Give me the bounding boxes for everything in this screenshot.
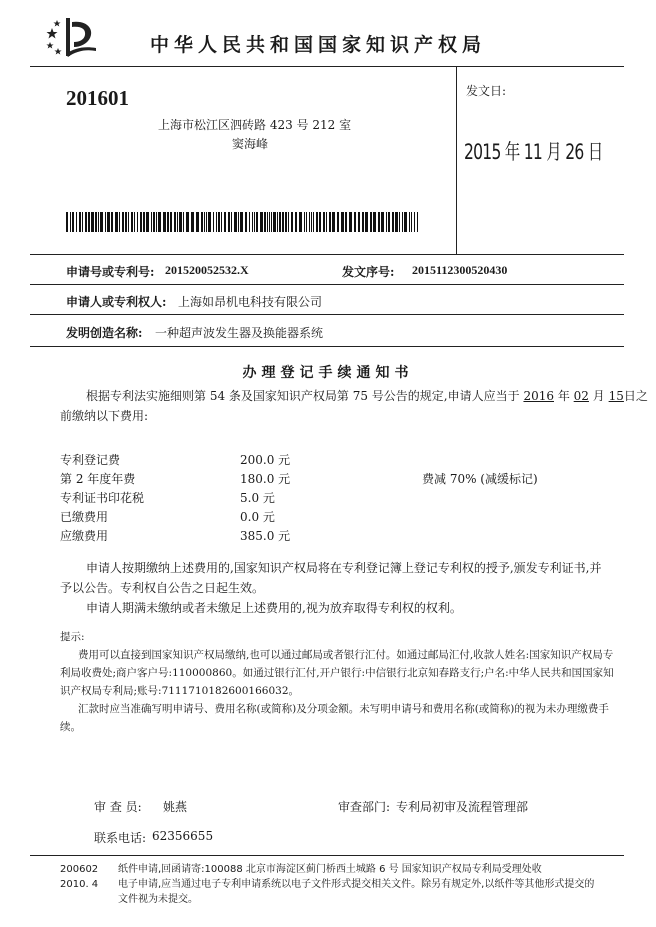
day-unit: 日之 (623, 389, 648, 403)
examiner-value: 姚燕 (163, 800, 188, 814)
year-unit: 年 (557, 389, 570, 403)
notice-title: 办理登记手续通知书 (242, 365, 414, 381)
intro-line-1 (86, 386, 648, 406)
fee-amount: 180.0 元 (240, 472, 291, 486)
intro-line-2: 前缴纳以下费用: (60, 409, 149, 423)
fee-amount: 385.0 元 (240, 529, 291, 543)
top-rule (30, 66, 624, 67)
fee-name: 已缴费用 (60, 510, 109, 524)
deadline-year: 2016 (523, 389, 554, 403)
department-label: 审查部门: (338, 800, 391, 814)
examiner-label: 审 查 员: (94, 800, 142, 814)
department-value: 专利局初审及流程管理部 (396, 800, 529, 814)
deadline-month: 02 (573, 389, 589, 403)
fee-amount: 5.0 元 (240, 491, 275, 505)
barcode (66, 212, 422, 232)
footer-rule (30, 855, 624, 856)
fee-name: 专利证书印花税 (60, 491, 145, 505)
tips-line: 识产权局专利局;账号:7111710182600166032。 (60, 685, 300, 697)
intro-text: 根据专利法实施细则第 54 条及国家知识产权局第 75 号公告的规定,申请人应当于 (86, 389, 520, 403)
agency-title: 中华人民共和国国家知识产权局 (150, 34, 487, 56)
cnipa-emblem (44, 14, 100, 60)
body-paragraph-1-line-1: 申请人按期缴纳上述费用的,国家知识产权局将在专利登记簿上登记专利权的授予,颁发专利证书,并 (86, 561, 602, 575)
serial-value: 2015112300520430 (412, 263, 508, 277)
tips-line: 费用可以直接到国家知识产权局缴纳,也可以通过邮局或者银行汇付。如通过邮局汇付,收款人姓名:国家知识产权局专 (78, 649, 614, 661)
month-unit: 月 (592, 389, 605, 403)
postal-code: 201601 (66, 86, 129, 110)
invention-label: 发明创造名称: (66, 326, 143, 340)
body-paragraph-2: 申请人期满未缴纳或者未缴足上述费用的,视为放弃取得专利权的权利。 (86, 601, 462, 615)
appno-row-rule (30, 284, 624, 285)
recipient-address: 上海市松江区泗砖路 423 号 212 室 (158, 118, 352, 132)
footer-line: 纸件申请,回函请寄:100088 北京市海淀区蓟门桥西土城路 6 号 国家知识产权局专利局受理处收 (118, 864, 542, 875)
fee-name: 专利登记费 (60, 453, 121, 467)
invention-value: 一种超声波发生器及换能器系统 (155, 326, 324, 340)
fee-name: 第 2 年度年费 (60, 472, 136, 486)
invention-row-rule (30, 346, 624, 347)
footer-line: 电子申请,应当通过电子专利申请系统以电子文件形式提交相关文件。除另有规定外,以纸件等其他形式提交的 (118, 879, 595, 890)
tips-line: 汇款时应当准确写明申请号、费用名称(或简称)及分项金额。未写明申请号和费用名称(或简称)的视为未办理缴费手 (78, 703, 609, 715)
tips-line: 利局收费处;商户客户号:110000860。如通过银行汇付,开户银行:中信银行北京知春路支行;户名:中华人民共和国国家知 (60, 667, 614, 679)
body-paragraph-1-line-2: 予以公告。专利权自公告之日起生效。 (60, 581, 265, 595)
form-date: 2010. 4 (60, 879, 99, 890)
footer-line: 文件视为未提交。 (118, 894, 198, 905)
app-no-label: 申请号或专利号: (66, 265, 155, 279)
fee-amount: 0.0 元 (240, 510, 275, 524)
fee-name: 应缴费用 (60, 529, 109, 543)
tips-title: 提示: (60, 631, 85, 643)
serial-label: 发文序号: (342, 265, 395, 279)
fee-reduction-note: 费减 70% (减缓标记) (422, 472, 538, 486)
date-column-divider (456, 66, 457, 254)
form-number: 200602 (60, 864, 99, 875)
tips-line: 续。 (60, 721, 81, 733)
applicant-value: 上海如昂机电科技有限公司 (178, 295, 323, 309)
fee-amount: 200.0 元 (240, 453, 291, 467)
applicant-label: 申请人或专利权人: (66, 295, 167, 309)
address-block-rule (30, 254, 624, 255)
sent-date-label: 发文日: (466, 84, 507, 98)
deadline-day: 15 (608, 389, 624, 403)
phone-value: 62356655 (152, 829, 214, 843)
sent-date-value: 2015 年 11 月 26 日 (464, 140, 603, 164)
recipient-name: 窦海峰 (232, 137, 269, 151)
app-no-value: 201520052532.X (165, 263, 249, 277)
phone-label: 联系电话: (94, 831, 147, 845)
applicant-row-rule (30, 314, 624, 315)
